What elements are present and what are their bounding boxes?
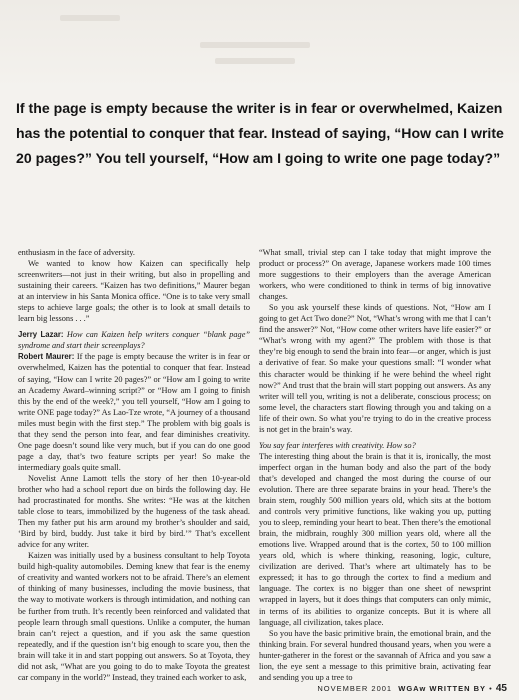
article-column-right [259, 247, 491, 683]
answer-speaker: Robert Maurer: [18, 352, 75, 362]
paragraph: We wanted to know how Kaizen can specifically help screenwriters—not just in their writing, but also in propelling and sustaining their careers. “Kaizen has two definitions,” Maurer began at an interview in his Santa Monica office. “One is to take very small steps to achieve large goals; the other is to look at small details to learn big lessons . . .” [18, 259, 250, 324]
paragraph: So you have the basic primitive brain, the emotional brain, and the thinking brain. For several hundred thousand years, when you were a hunter-gatherer in the forest or the savannah of Africa and you saw a lion, the eye sent a message to this primitive brain, activating fear and sending you up a tree to [259, 628, 491, 682]
page-footer [317, 683, 507, 694]
bleed-through-area [0, 0, 519, 90]
paragraph: “What small, trivial step can I take today that might improve the product or process?” On average, Japanese workers made 100 times more suggestions to their employers than the average American workers, who were conditioned to think in terms of big innovative changes. [259, 248, 491, 302]
interview-answer [18, 351, 250, 473]
answer-text: If the page is empty because the writer is in fear or overwhelmed, Kaizen has the potential to conquer that fear. Instead of saying, “How can I write 20 pages?” or “How am I going to write an Academy Award–winning script?” or “How am I going to finish this by the end of the week?,” you tell yourself, “How am I going to write ONE page today?” As Lao-Tze wrote, “A journey of a thousand miles must begin with the first step.” The problem with big goals is that they send the person into fear, and fear diminishes creativity. One page doesn’t sound like very much, but if you can do one good page a day, that’s two feature scripts per year! So make the intermediary goals quite small. [18, 352, 251, 472]
page-number: 45 [495, 683, 507, 694]
question-speaker: Jerry Lazar: [18, 330, 64, 340]
footer-separator: • [489, 684, 493, 693]
paragraph: enthusiasm in the face of adversity. [18, 248, 135, 257]
interview-question: You say fear interferes with creativity. How so? [259, 440, 416, 450]
publication-name: WGAw WRITTEN BY [398, 684, 487, 693]
question-text: How can Kaizen help writers conquer “blank page” syndrome and start their screenplays? [18, 330, 250, 351]
issue-date: NOVEMBER 2001 [317, 684, 393, 693]
interview-question [18, 329, 250, 351]
paragraph: Novelist Anne Lamott tells the story of her then 10-year-old brother who had a school report due on birds the following day. He had procrastinated for months. She writes: “He was at the kitchen table close to tears, immobilized by the hugeness of the task ahead. Then my father put his arm around my brother’s shoulder and said, ‘Bird by bird, buddy. Just take it bird by bird.’” That’s excellent advice for any writer. [18, 473, 250, 550]
paragraph: The interesting thing about the brain is that it is, ironically, the most imperfect organ in the human body and also the part of the body that’s developed and changed the most during the course of our evolution. There are three separate brains in your head. There’s the brain stem, roughly 500 million years old, which sits at the bottom and controls very primitive functions, like waking you up, putting you to sleep, reminding your heart to beat. Then there’s the emotional brain, the midbrain, roughly 300 million years old, where all the emotions live. Wrapped around that is the cortex, 50 to 100 million years old, which is where thinking, reasoning, logic, culture, civilization are derived. That’s where art ultimately has to be expressed; it has to go through the cortex to find a medium and language. The cortex is no bigger than one sheet of newsprint wrapped in layers, but it does things that computers can only mimic, in terms of its abilities to organize concepts. But it is where all language, all civilization, takes place. [259, 451, 491, 627]
article-column-left [18, 247, 250, 683]
pull-quote: If the page is empty because the writer is in fear or overwhelmed, Kaizen has the potential to conquer that fear. Instead of saying, “How can I write 20 pages?” You tell yourself, “How am I going to write one page today?” [16, 100, 504, 166]
paragraph: Kaizen was initially used by a business consultant to help Toyota build high-quality automobiles. Deming knew that fear is the enemy of creativity and wanted workers not to be afraid. There’s an element of thinking of many businesses, including the movie business, that the way to motivate workers is through intimidation, and nothing can be further from truth. It’s recently been reinforced and validated that people learn through small questions. Unlike a computer, the human brain can’t reject a question, and if you ask the same question repeatedly, and if the question isn’t big enough to scare you, then the brain will take it in and start popping out answers. So at Toyota, they did not ask, “What are you going to do to make Toyota the greatest car company in the world?” Instead, they trained each worker to ask, [18, 551, 250, 682]
paragraph: So you ask yourself these kinds of questions. Not, “How am I going to get Act Two done?” Not, “What’s wrong with me that I can’t find the answer?” Not, “How come other writers have life easier?” or “What’s wrong with my agent?” The problem with those is that they’re big enough to send the brain into fear—or anger, which is just a derivative of fear. So make your questions small: “I wonder what this character would be thinking if he were behind the wheel right now?” And trust that the brain will start popping out answers. As any writer will tell you, writing is not a deliberate, conscious process; on some level, the characters start flowing through you and taking on a life of their own. So what you’re trying to do in the creative process is not get in the brain’s way. [259, 303, 491, 434]
